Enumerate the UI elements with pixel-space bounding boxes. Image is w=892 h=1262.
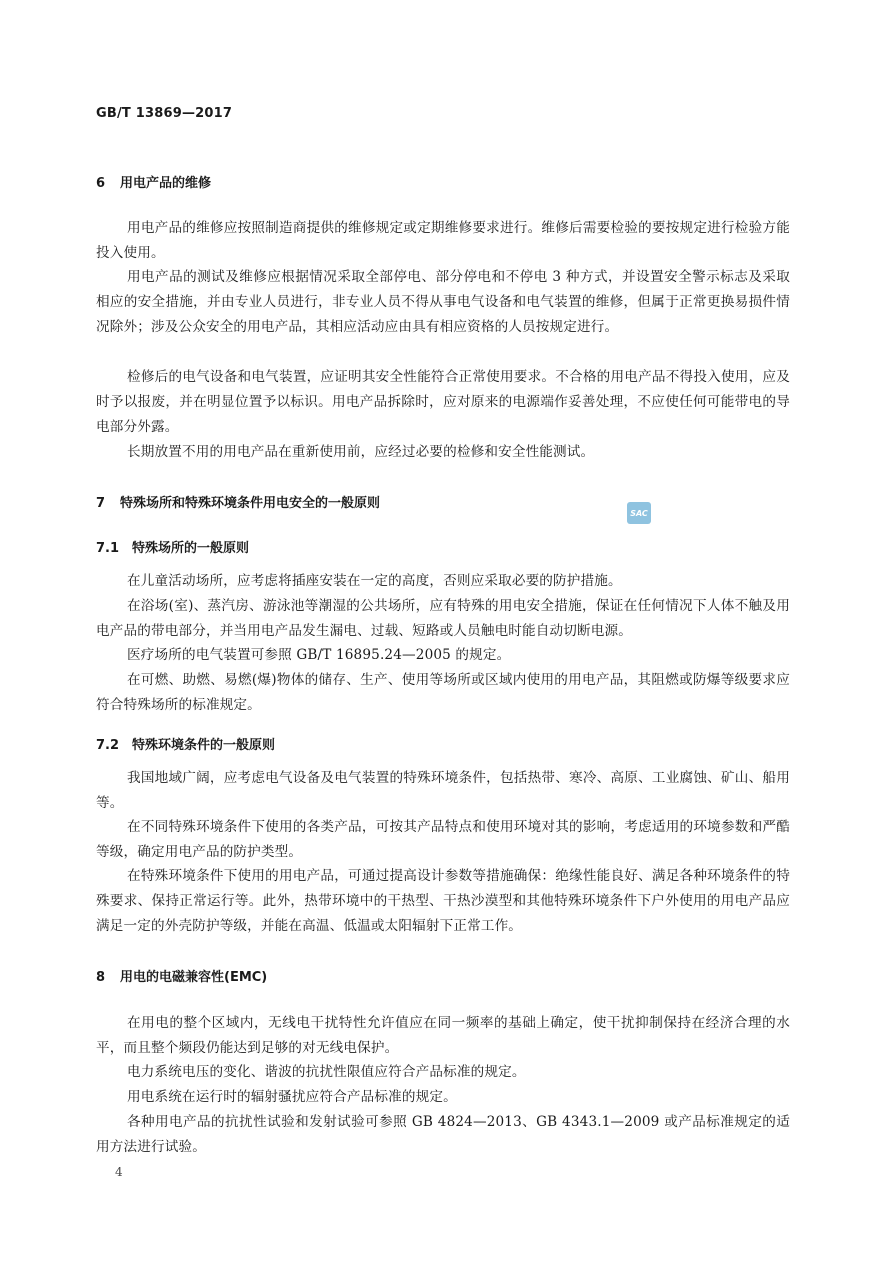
- section-title: 用电产品的维修: [120, 176, 212, 191]
- section-number: 7: [96, 496, 106, 511]
- paragraph: 用电产品的维修应按照制造商提供的维修规定或定期维修要求进行。维修后需要检验的要按规定进行检验方能投入使用。: [96, 220, 790, 261]
- sac-logo-icon: [627, 502, 651, 524]
- paragraph: 用电系统在运行时的辐射骚扰应符合产品标准的规定。: [127, 1089, 457, 1105]
- paragraph: 在不同特殊环境条件下使用的各类产品，可按其产品特点和使用环境对其的影响，考虑适用的环境参数和严酷等级，确定用电产品的防护类型。: [96, 819, 790, 860]
- section-number: 8: [96, 970, 106, 985]
- paragraph: 我国地域广阔，应考虑电气设备及电气装置的特殊环境条件，包括热带、寒冷、高原、工业腐蚀、矿山、船用等。: [96, 770, 790, 811]
- section-number: 6: [96, 176, 106, 191]
- paragraph: 在特殊环境条件下使用的用电产品，可通过提高设计参数等措施确保：绝缘性能良好、满足各种环境条件的特殊要求、保持正常运行等。此外，热带环境中的干热型、干热沙漠型和其他特殊环境条件下户外使用的用电产品应满足一定的外壳防护等级，并能在高温、低温或太阳辐射下正常工作。: [96, 868, 790, 934]
- paragraph: 医疗场所的电气装置可参照 GB/T 16895.24—2005 的规定。: [127, 647, 511, 663]
- section-7-heading: [96, 492, 380, 511]
- paragraph: 各种用电产品的抗扰性试验和发射试验可参照 GB 4824—2013、GB 4343.1—2009 或产品标准规定的适用方法进行试验。: [96, 1114, 790, 1155]
- paragraph: 长期放置不用的用电产品在重新使用前，应经过必要的检修和安全性能测试。: [127, 444, 595, 460]
- page-number: 4: [115, 1165, 123, 1179]
- paragraph: 在浴场(室)、蒸汽房、游泳池等潮湿的公共场所，应有特殊的用电安全措施，保证在任何情况下人体不触及用电产品的带电部分，并当用电产品发生漏电、过载、短路或人员触电时能自动切断电源。: [96, 598, 790, 639]
- section-6-heading: [96, 172, 211, 191]
- section-title: 特殊场所和特殊环境条件用电安全的一般原则: [120, 496, 381, 511]
- section-8-heading: [96, 966, 267, 985]
- subsection-7-1-heading: [96, 537, 249, 556]
- subsection-number: 7.1: [96, 541, 120, 556]
- standard-number: GB/T 13869—2017: [96, 106, 233, 121]
- subsection-title: 特殊场所的一般原则: [132, 541, 250, 556]
- subsection-7-2-heading: [96, 734, 275, 753]
- svg-text:SAC: SAC: [630, 509, 648, 518]
- paragraph: 检修后的电气设备和电气装置，应证明其安全性能符合正常使用要求。不合格的用电产品不得投入使用，应及时予以报废，并在明显位置予以标识。用电产品拆除时，应对原来的电源端作妥善处理，不应使任何可能带电的导电部分外露。: [96, 369, 790, 435]
- paragraph: 在可燃、助燃、易燃(爆)物体的储存、生产、使用等场所或区域内使用的用电产品，其阻燃或防爆等级要求应符合特殊场所的标准规定。: [96, 672, 790, 713]
- paragraph: 在用电的整个区域内，无线电干扰特性允许值应在同一频率的基础上确定，使干扰抑制保持在经济合理的水平，而且整个频段仍能达到足够的对无线电保护。: [96, 1015, 790, 1056]
- subsection-title: 特殊环境条件的一般原则: [132, 738, 276, 753]
- paragraph: 用电产品的测试及维修应根据情况采取全部停电、部分停电和不停电 3 种方式，并设置安全警示标志及采取相应的安全措施，并由专业人员进行，非专业人员不得从事电气设备和电气装置的维修，但属于正常更换易损件情况除外；涉及公众安全的用电产品，其相应活动应由具有相应资格的人员按规定进行。: [96, 269, 790, 335]
- paragraph: 电力系统电压的变化、谐波的抗扰性限值应符合产品标准的规定。: [127, 1064, 526, 1080]
- paragraph: 在儿童活动场所，应考虑将插座安装在一定的高度，否则应采取必要的防护措施。: [127, 573, 622, 589]
- subsection-number: 7.2: [96, 738, 120, 753]
- section-title: 用电的电磁兼容性(EMC): [120, 970, 268, 985]
